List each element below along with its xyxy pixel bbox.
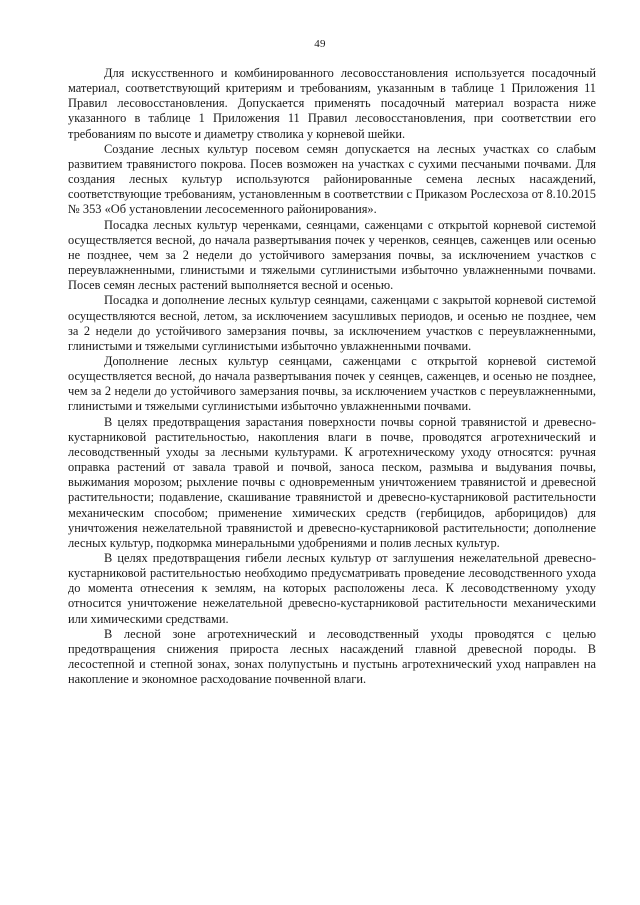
document-body (68, 66, 596, 687)
paragraph-closed-root-planting: Посадка и дополнение лесных культур сеянцами, саженцами с закрытой корневой системой осуществляются весной, летом, за исключением засушливых периодов, и осенью не позднее, чем за 2 недели до устойчивого замерзания почвы, за исключением участков с переувлажненными, глинистыми и тяжелыми суглинистыми избыточно увлажненными почвами. (68, 293, 596, 353)
paragraph-seed-sowing: Создание лесных культур посевом семян допускается на лесных участках со слабым развитием травянистого покрова. Посев возможен на участках с сухими песчаными почвами. Для создания лесных культур используются районированные семена лесных насаждений, соответствующие требованиям, установленным в соответствии с Приказом Рослесхоза от 8.10.2015 № 353 «Об установлении лесосеменного районирования». (68, 141, 596, 217)
paragraph-agrotechnical-care: В целях предотвращения зарастания поверхности почвы сорной травянистой и древесно-кустарниковой растительностью, накопления влаги в почве, проводятся агротехнический и лесоводственный уходы за лесными культурами. К агротехническому уходу относятся: ручная оправка растений от завала травой и почвой, заноса песком, размыва и выдувания почвы, выжимания морозом; рыхление почвы с одновременным уничтожением травянистой и древесной растительности; подавление, скашивание травянистой и древесно-кустарниковой растительности механическим способом; применение химических средств (гербицидов, арборицидов) для уничтожения нежелательной травянистой и древесно-кустарниковой растительности; дополнение лесных культур, подкормка минеральными удобрениями и полив лесных культур. (68, 414, 596, 550)
paragraph-silvicultural-care: В целях предотвращения гибели лесных культур от заглушения нежелательной древесно-кустарниковой растительностью необходимо предусматривать проведение лесоводственного ухода до момента отнесения к землям, на которых расположены леса. К лесоводственному уходу относится уничтожение нежелательной древесно-кустарниковой растительности механическими или химическими средствами. (68, 551, 596, 626)
paragraph-open-root-supplement: Дополнение лесных культур сеянцами, саженцами с открытой корневой системой осуществляется весной, до начала развертывания почек у сеянцев, саженцев, и осенью не позднее, чем за 2 недели до устойчивого замерзания почвы, за исключением участков с переувлажненными, глинистыми и тяжелыми суглинистыми избыточно увлажненными почвами. (68, 353, 596, 414)
paragraph-planting-material: Для искусственного и комбинированного лесовосстановления используется посадочный материал, соответствующий критериям и требованиям, указанным в таблице 1 Приложения 11 Правил лесовосстановления. Допускается применять посадочный материал возраста ниже указанного в таблице 1 Приложения 11 Правил лесовосстановления, при соответствии его требованиям по высоте и диаметру стволика у корневой шейки. (68, 66, 596, 141)
paragraph-open-root-planting: Посадка лесных культур черенками, сеянцами, саженцами с открытой корневой системой осуществляется весной, до начала развертывания почек у черенков, сеянцев, саженцев или осенью не позднее, чем за 2 недели до устойчивого замерзания почвы, за исключением участков с переувлажненными, глинистыми и тяжелыми суглинистыми избыточно увлажненными почвами. Посев семян лесных растений выполняется весной и осенью. (68, 217, 596, 293)
page-number: 49 (314, 38, 326, 50)
paragraph-forest-zone-care: В лесной зоне агротехнический и лесоводственный уходы проводятся с целью предотвращения снижения прироста лесных насаждений главной древесной породы. В лесостепной и степной зонах, зонах полупустынь и пустынь агротехнический уход направлен на накопление и экономное расходование почвенной влаги. (68, 626, 596, 687)
